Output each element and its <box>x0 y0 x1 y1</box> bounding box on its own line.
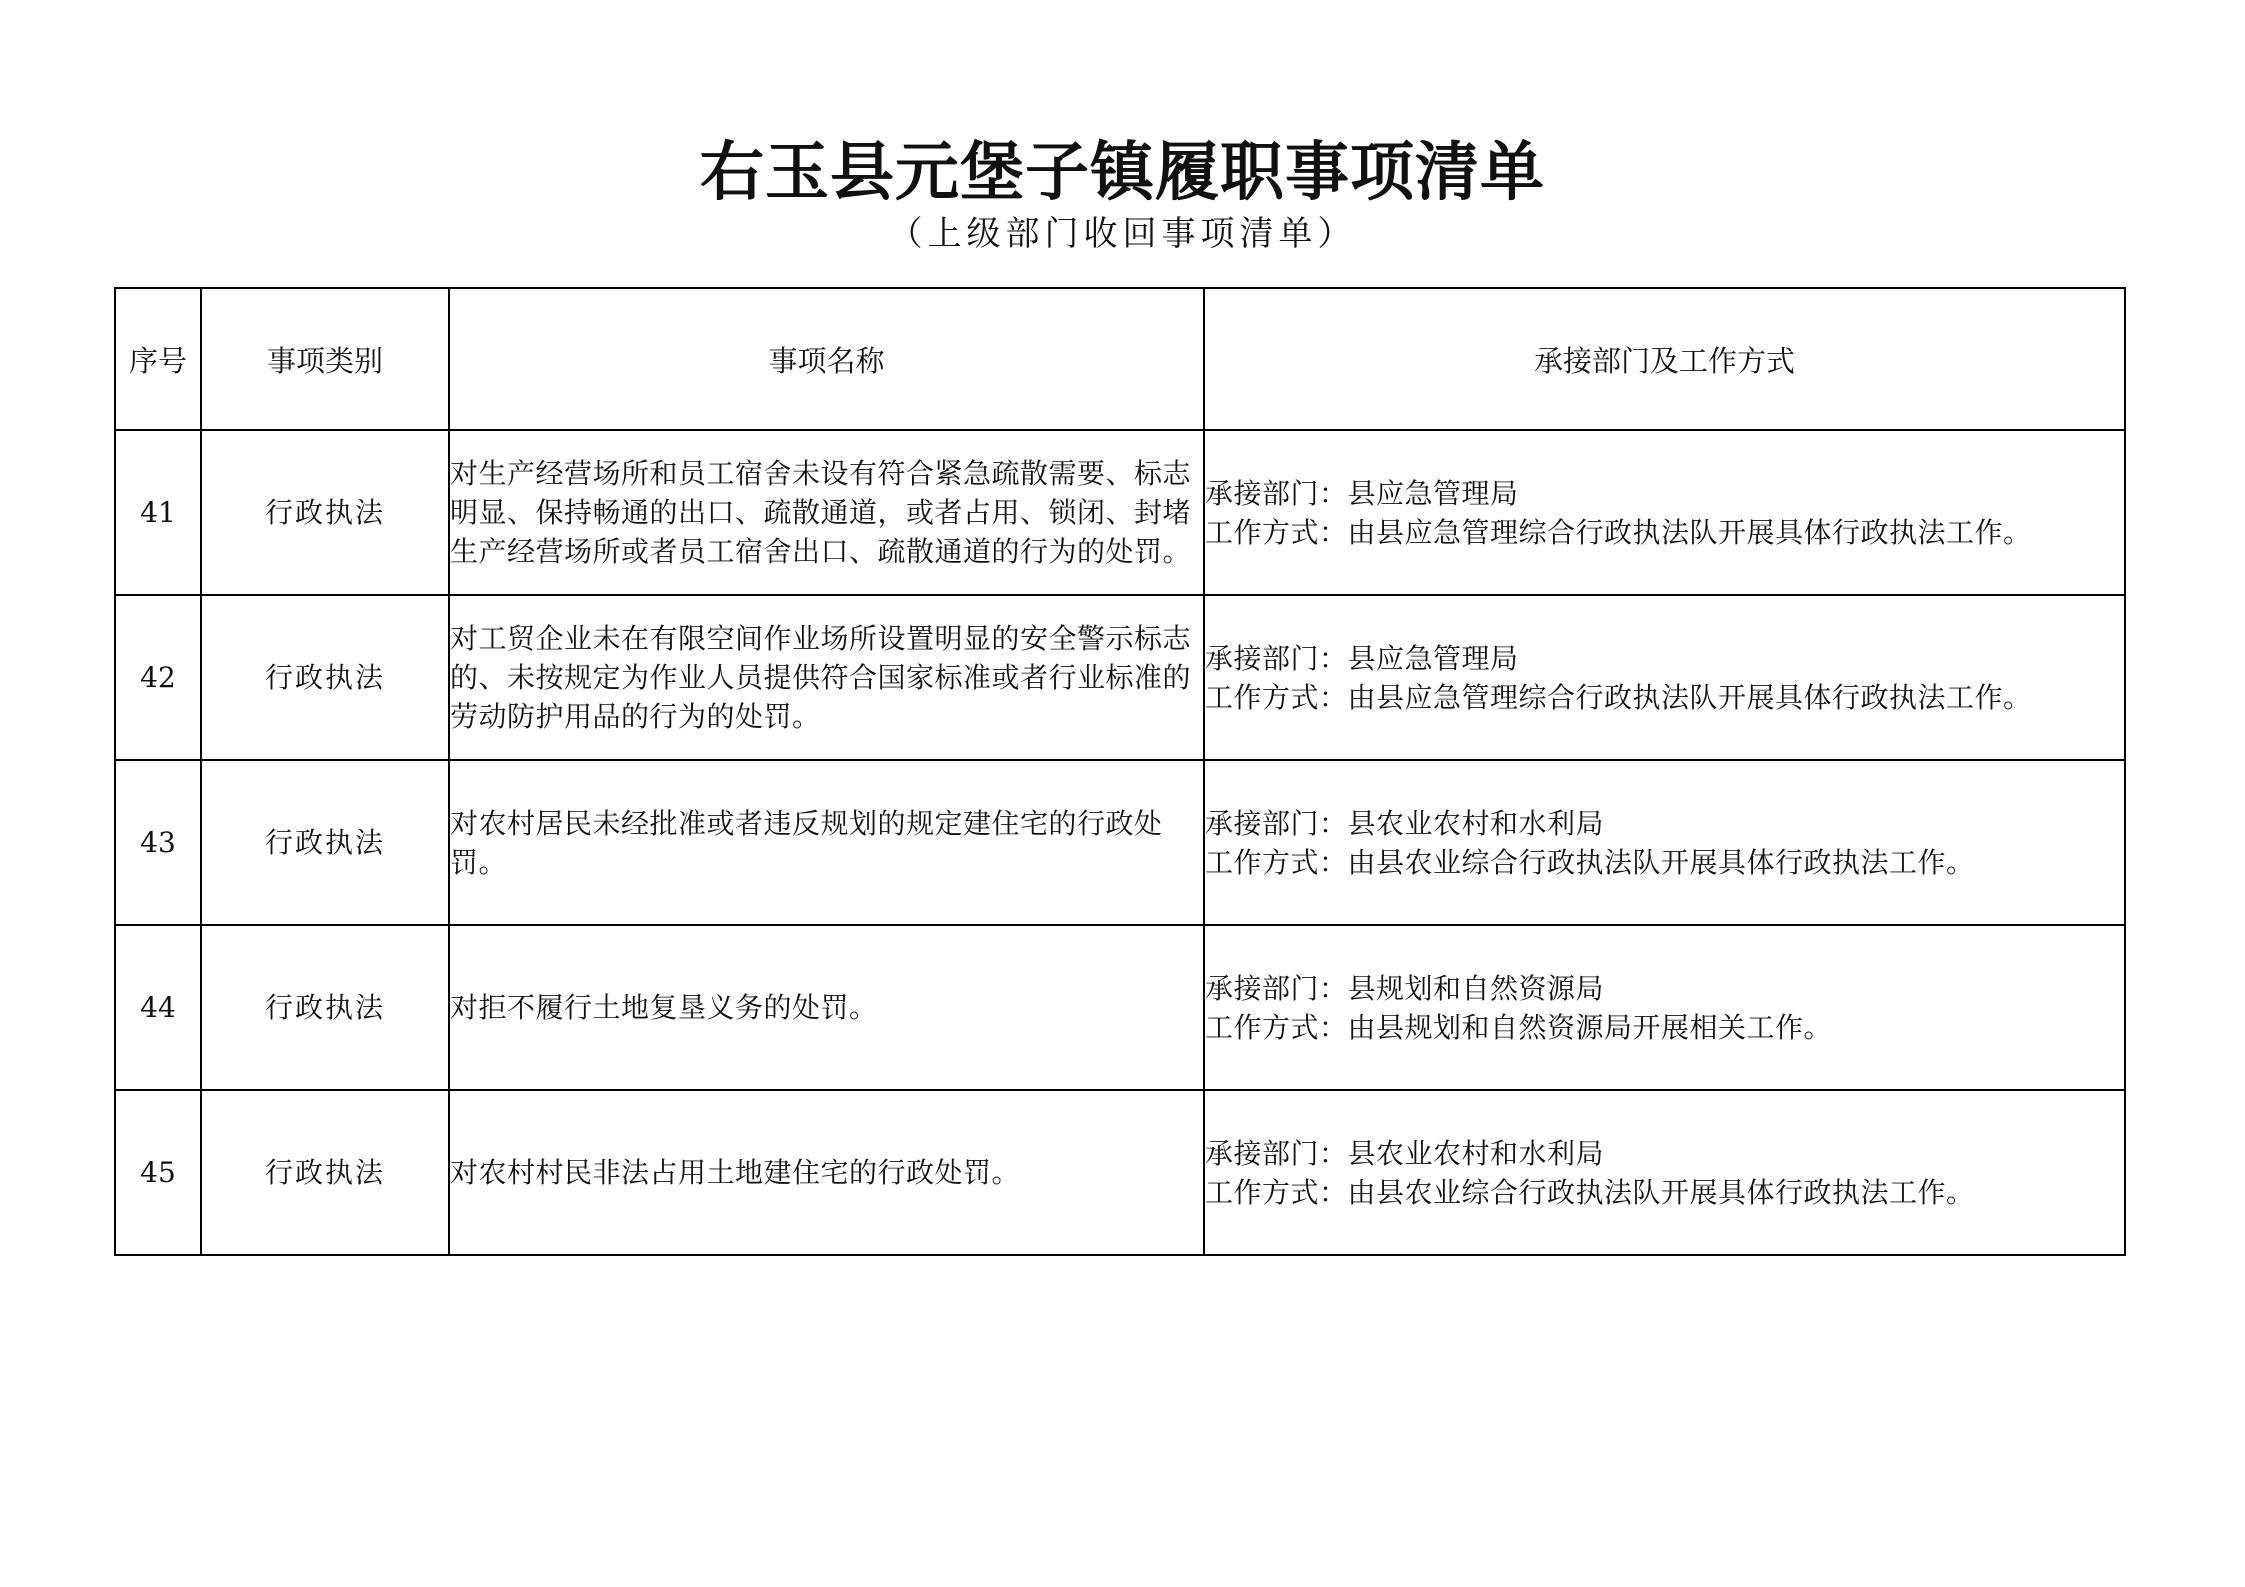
row-method: 工作方式：由县规划和自然资源局开展相关工作。 <box>1205 1010 1833 1044</box>
page-title: 右玉县元堡子镇履职事项清单 <box>700 135 1545 210</box>
matters-table <box>114 287 2126 1256</box>
row-department-cell <box>1204 925 2125 1090</box>
row-name: 对拒不履行土地复垦义务的处罚。 <box>449 925 1204 1090</box>
table-row <box>115 430 2125 595</box>
header-department: 承接部门及工作方式 <box>1204 288 2125 430</box>
row-department: 承接部门：县农业农村和水利局 <box>1205 1136 1605 1170</box>
table-row <box>115 595 2125 760</box>
row-seq: 41 <box>115 430 201 595</box>
row-method: 工作方式：由县应急管理综合行政执法队开展具体行政执法工作。 <box>1205 515 2032 549</box>
row-category: 行政执法 <box>201 1090 449 1255</box>
row-category: 行政执法 <box>201 430 449 595</box>
header-seq: 序号 <box>115 288 201 430</box>
row-name: 对农村居民未经批准或者违反规划的规定建住宅的行政处罚。 <box>449 760 1204 925</box>
row-name: 对工贸企业未在有限空间作业场所设置明显的安全警示标志的、未按规定为作业人员提供符合国家标准或者行业标准的劳动防护用品的行为的处罚。 <box>449 595 1204 760</box>
row-department-cell <box>1204 760 2125 925</box>
row-department-cell <box>1204 595 2125 760</box>
row-method: 工作方式：由县农业综合行政执法队开展具体行政执法工作。 <box>1205 845 1975 879</box>
table-row <box>115 1090 2125 1255</box>
row-name: 对生产经营场所和员工宿舍未设有符合紧急疏散需要、标志明显、保持畅通的出口、疏散通道，或者占用、锁闭、封堵生产经营场所或者员工宿舍出口、疏散通道的行为的处罚。 <box>449 430 1204 595</box>
row-department: 承接部门：县应急管理局 <box>1205 641 1519 675</box>
row-department-cell <box>1204 430 2125 595</box>
row-seq: 43 <box>115 760 201 925</box>
row-category: 行政执法 <box>201 595 449 760</box>
row-seq: 42 <box>115 595 201 760</box>
header-category: 事项类别 <box>201 288 449 430</box>
row-method: 工作方式：由县农业综合行政执法队开展具体行政执法工作。 <box>1205 1175 1975 1209</box>
row-department: 承接部门：县农业农村和水利局 <box>1205 806 1605 840</box>
header-name: 事项名称 <box>449 288 1204 430</box>
row-seq: 44 <box>115 925 201 1090</box>
row-name: 对农村村民非法占用土地建住宅的行政处罚。 <box>449 1090 1204 1255</box>
page-subtitle: （上级部门收回事项清单） <box>888 214 1357 254</box>
row-seq: 45 <box>115 1090 201 1255</box>
row-category: 行政执法 <box>201 760 449 925</box>
table-row <box>115 925 2125 1090</box>
row-category: 行政执法 <box>201 925 449 1090</box>
row-method: 工作方式：由县应急管理综合行政执法队开展具体行政执法工作。 <box>1205 680 2032 714</box>
row-department: 承接部门：县应急管理局 <box>1205 476 1519 510</box>
row-department: 承接部门：县规划和自然资源局 <box>1205 971 1605 1005</box>
table-header-row <box>115 288 2125 430</box>
row-department-cell <box>1204 1090 2125 1255</box>
table-row <box>115 760 2125 925</box>
